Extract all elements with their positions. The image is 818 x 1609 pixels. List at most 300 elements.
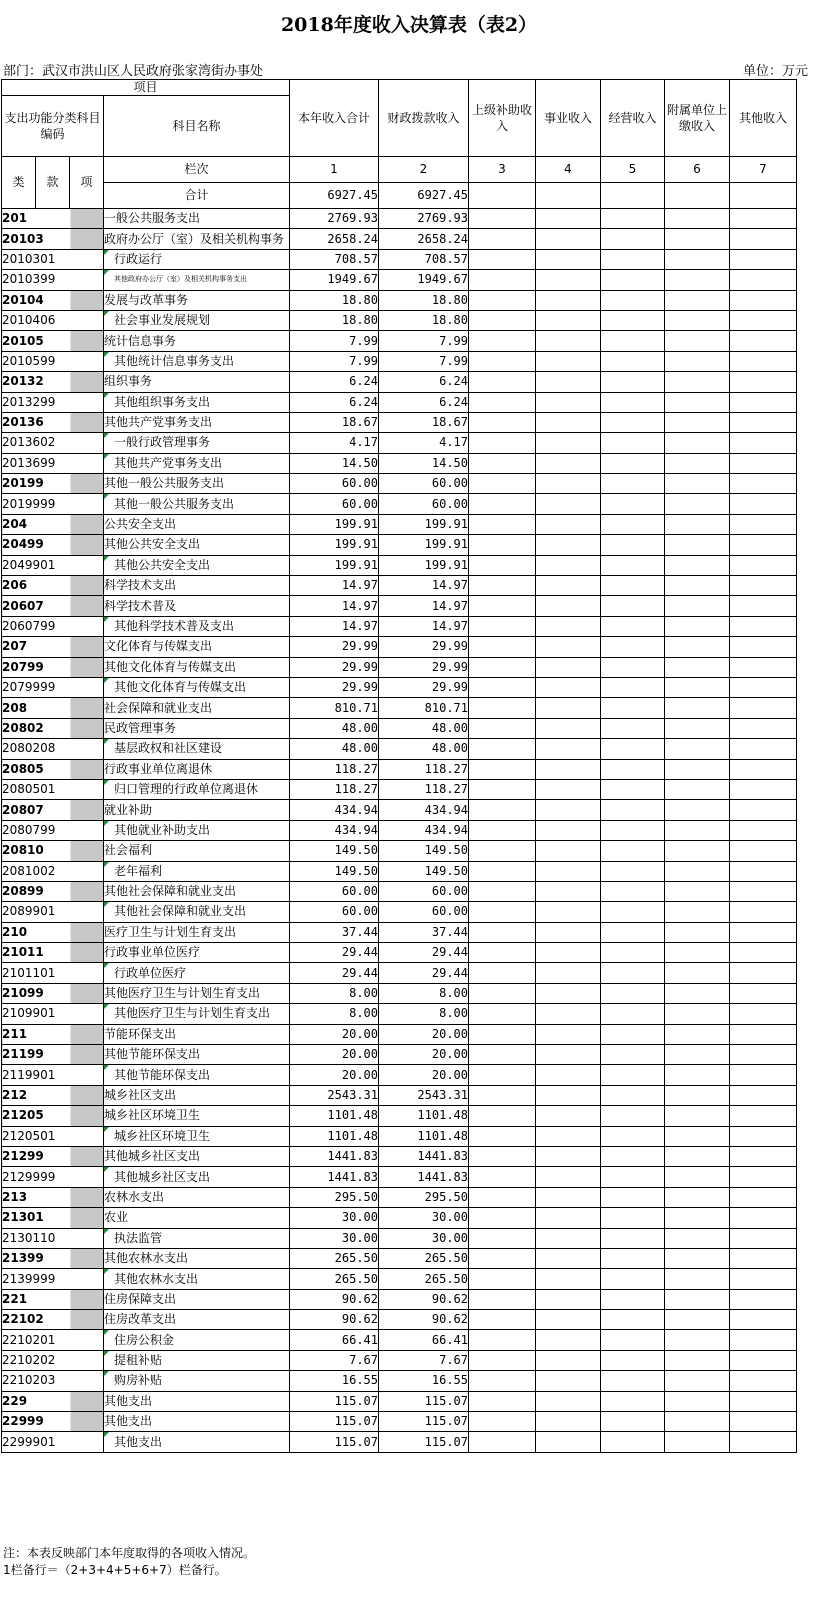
row-total-income: 8.00 [290, 983, 379, 1003]
row-code: 21011 [2, 943, 104, 963]
note-line: 注：本表反映部门本年度取得的各项收入情况。 [3, 1546, 256, 1560]
row-code: 20805 [2, 759, 104, 779]
empty-cell [469, 1330, 536, 1350]
row-code: 20103 [2, 229, 104, 249]
empty-cell [665, 351, 730, 371]
empty-cell [536, 902, 601, 922]
header-col-number: 6 [665, 157, 730, 183]
empty-cell [536, 351, 601, 371]
empty-cell [469, 677, 536, 697]
row-fiscal-income: 20.00 [379, 1045, 469, 1065]
row-total-income: 115.07 [290, 1391, 379, 1411]
row-subject-name: 其他公共安全支出 [104, 535, 290, 555]
row-fiscal-income: 434.94 [379, 800, 469, 820]
row-total-income: 2769.93 [290, 209, 379, 229]
row-code: 20132 [2, 372, 104, 392]
empty-cell [665, 1208, 730, 1228]
table-row [2, 922, 797, 942]
row-code: 2013299 [2, 392, 104, 412]
empty-cell [730, 453, 797, 473]
row-fiscal-income: 149.50 [379, 861, 469, 881]
empty-cell [601, 1126, 665, 1146]
empty-cell [730, 290, 797, 310]
row-subject-name: 城乡社区环境卫生 [104, 1106, 290, 1126]
empty-cell [469, 331, 536, 351]
row-fiscal-income: 20.00 [379, 1024, 469, 1044]
empty-cell [730, 514, 797, 534]
empty-cell [536, 596, 601, 616]
empty-cell [665, 1004, 730, 1024]
empty-cell [536, 718, 601, 738]
row-total-income: 60.00 [290, 474, 379, 494]
table-row [2, 677, 797, 697]
empty-cell [730, 759, 797, 779]
row-total-income: 18.80 [290, 310, 379, 330]
row-fiscal-income: 149.50 [379, 841, 469, 861]
row-fiscal-income: 265.50 [379, 1269, 469, 1289]
row-fiscal-income: 6.24 [379, 392, 469, 412]
income-table [1, 79, 797, 1453]
empty-cell [536, 514, 601, 534]
row-subject-name: 城乡社区支出 [104, 1085, 290, 1105]
row-fiscal-income: 265.50 [379, 1248, 469, 1268]
row-fiscal-income: 1441.83 [379, 1167, 469, 1187]
empty-cell [601, 1310, 665, 1330]
empty-cell [601, 800, 665, 820]
row-code: 21299 [2, 1146, 104, 1166]
empty-cell [536, 922, 601, 942]
row-fiscal-income: 48.00 [379, 718, 469, 738]
row-fiscal-income: 14.50 [379, 453, 469, 473]
row-total-income: 37.44 [290, 922, 379, 942]
empty-cell [469, 1432, 536, 1452]
row-subject-name: 政府办公厅（室）及相关机构事务 [104, 229, 290, 249]
empty-cell [601, 1432, 665, 1452]
row-subject-name: 农业 [104, 1208, 290, 1228]
empty-cell [665, 331, 730, 351]
row-subject-name: 其他支出 [104, 1391, 290, 1411]
empty-cell [601, 494, 665, 514]
empty-cell [601, 963, 665, 983]
row-fiscal-income: 2769.93 [379, 209, 469, 229]
empty-cell [601, 718, 665, 738]
row-total-income: 199.91 [290, 535, 379, 555]
row-total-income: 18.80 [290, 290, 379, 310]
empty-cell [665, 249, 730, 269]
row-fiscal-income: 48.00 [379, 739, 469, 759]
row-fiscal-income: 90.62 [379, 1310, 469, 1330]
row-total-income: 1101.48 [290, 1126, 379, 1146]
empty-cell [536, 270, 601, 290]
header-col-number: 7 [730, 157, 797, 183]
empty-cell [665, 657, 730, 677]
row-total-income: 4.17 [290, 433, 379, 453]
table-row [2, 657, 797, 677]
table-row [2, 963, 797, 983]
empty-cell [601, 1106, 665, 1126]
empty-cell [536, 249, 601, 269]
empty-cell [536, 1004, 601, 1024]
row-subject-name: 住房公积金 [104, 1330, 290, 1350]
empty-cell [469, 800, 536, 820]
row-fiscal-income: 60.00 [379, 902, 469, 922]
empty-cell [665, 1289, 730, 1309]
empty-cell [469, 270, 536, 290]
row-subject-name: 其他文化体育与传媒支出 [104, 677, 290, 697]
empty-cell [536, 555, 601, 575]
empty-cell [469, 637, 536, 657]
empty-cell [730, 861, 797, 881]
table-row [2, 698, 797, 718]
empty-cell [601, 739, 665, 759]
table-row [2, 555, 797, 575]
table-row [2, 535, 797, 555]
row-fiscal-income: 60.00 [379, 881, 469, 901]
total-value: 6927.45 [290, 183, 379, 209]
row-fiscal-income: 37.44 [379, 922, 469, 942]
header-col-number: 2 [379, 157, 469, 183]
empty-cell [601, 1187, 665, 1207]
empty-cell [601, 310, 665, 330]
empty-cell [601, 1228, 665, 1248]
empty-cell [601, 1330, 665, 1350]
empty-cell [665, 637, 730, 657]
empty-cell [601, 290, 665, 310]
empty-cell [536, 1350, 601, 1370]
row-code: 2013699 [2, 453, 104, 473]
row-total-income: 7.67 [290, 1350, 379, 1370]
note-line: 1栏备行＝（2+3+4+5+6+7）栏备行。 [3, 1563, 227, 1577]
empty-cell [469, 963, 536, 983]
empty-cell [601, 331, 665, 351]
row-fiscal-income: 708.57 [379, 249, 469, 269]
row-fiscal-income: 810.71 [379, 698, 469, 718]
empty-cell [665, 1391, 730, 1411]
table-row [2, 1371, 797, 1391]
row-total-income: 295.50 [290, 1187, 379, 1207]
row-subject-name: 其他科学技术普及支出 [104, 616, 290, 636]
empty-cell [730, 249, 797, 269]
empty-cell [665, 943, 730, 963]
empty-cell [730, 1228, 797, 1248]
empty-cell [601, 453, 665, 473]
empty-cell [469, 453, 536, 473]
empty-cell [536, 616, 601, 636]
empty-cell [469, 1310, 536, 1330]
row-total-income: 115.07 [290, 1432, 379, 1452]
empty-cell [536, 963, 601, 983]
empty-cell [601, 209, 665, 229]
row-code: 20810 [2, 841, 104, 861]
empty-cell [469, 820, 536, 840]
empty-cell [469, 1371, 536, 1391]
empty-cell [665, 183, 730, 209]
empty-cell [665, 1024, 730, 1044]
empty-cell [469, 1024, 536, 1044]
table-row [2, 739, 797, 759]
empty-cell [536, 392, 601, 412]
empty-cell [730, 209, 797, 229]
empty-cell [469, 229, 536, 249]
empty-cell [469, 535, 536, 555]
table-row [2, 983, 797, 1003]
row-subject-name: 其他城乡社区支出 [104, 1167, 290, 1187]
empty-cell [730, 1126, 797, 1146]
row-subject-name: 社会事业发展规划 [104, 310, 290, 330]
table-row [2, 1208, 797, 1228]
empty-cell [730, 555, 797, 575]
empty-cell [536, 861, 601, 881]
empty-cell [536, 1432, 601, 1452]
table-row [2, 1412, 797, 1432]
row-subject-name: 医疗卫生与计划生育支出 [104, 922, 290, 942]
empty-cell [601, 183, 665, 209]
empty-cell [601, 1004, 665, 1024]
empty-cell [601, 779, 665, 799]
empty-cell [536, 637, 601, 657]
row-fiscal-income: 7.99 [379, 351, 469, 371]
row-total-income: 1441.83 [290, 1146, 379, 1166]
empty-cell [665, 881, 730, 901]
row-code: 20899 [2, 881, 104, 901]
row-total-income: 66.41 [290, 1330, 379, 1350]
empty-cell [536, 1289, 601, 1309]
table-row [2, 372, 797, 392]
empty-cell [601, 270, 665, 290]
row-code: 2210201 [2, 1330, 104, 1350]
row-subject-name: 其他医疗卫生与计划生育支出 [104, 1004, 290, 1024]
header-col-number: 1 [290, 157, 379, 183]
row-fiscal-income: 1101.48 [379, 1106, 469, 1126]
empty-cell [536, 372, 601, 392]
empty-cell [730, 1208, 797, 1228]
header-col-superior: 上级补助收入 [469, 80, 536, 157]
empty-cell [730, 922, 797, 942]
row-subject-name: 其他组织事务支出 [104, 392, 290, 412]
row-subject-name: 其他共产党事务支出 [104, 412, 290, 432]
empty-cell [601, 943, 665, 963]
empty-cell [665, 983, 730, 1003]
row-subject-name: 一般公共服务支出 [104, 209, 290, 229]
empty-cell [536, 310, 601, 330]
header-col-number: 3 [469, 157, 536, 183]
row-fiscal-income: 199.91 [379, 555, 469, 575]
row-subject-name: 住房保障支出 [104, 1289, 290, 1309]
empty-cell [469, 514, 536, 534]
empty-cell [469, 576, 536, 596]
row-subject-name: 其他节能环保支出 [104, 1045, 290, 1065]
row-total-income: 265.50 [290, 1269, 379, 1289]
empty-cell [601, 596, 665, 616]
row-code: 2129999 [2, 1167, 104, 1187]
empty-cell [601, 1045, 665, 1065]
row-code: 20799 [2, 657, 104, 677]
empty-cell [536, 1391, 601, 1411]
empty-cell [469, 351, 536, 371]
empty-cell [469, 1167, 536, 1187]
empty-cell [730, 983, 797, 1003]
empty-cell [469, 1187, 536, 1207]
row-code: 2010406 [2, 310, 104, 330]
row-total-income: 7.99 [290, 351, 379, 371]
row-total-income: 18.67 [290, 412, 379, 432]
empty-cell [469, 1004, 536, 1024]
row-subject-name: 其他就业补助支出 [104, 820, 290, 840]
empty-cell [536, 1310, 601, 1330]
row-fiscal-income: 118.27 [379, 779, 469, 799]
table-row [2, 514, 797, 534]
empty-cell [536, 576, 601, 596]
empty-cell [536, 1228, 601, 1248]
row-total-income: 115.07 [290, 1412, 379, 1432]
row-total-income: 20.00 [290, 1045, 379, 1065]
empty-cell [469, 922, 536, 942]
row-fiscal-income: 115.07 [379, 1412, 469, 1432]
table-row [2, 1024, 797, 1044]
row-code: 210 [2, 922, 104, 942]
table-row [2, 596, 797, 616]
table-row [2, 249, 797, 269]
empty-cell [730, 1146, 797, 1166]
empty-cell [469, 555, 536, 575]
empty-cell [469, 983, 536, 1003]
row-total-income: 90.62 [290, 1310, 379, 1330]
empty-cell [665, 1248, 730, 1268]
row-subject-name: 执法监管 [104, 1228, 290, 1248]
empty-cell [730, 1330, 797, 1350]
row-fiscal-income: 2658.24 [379, 229, 469, 249]
row-fiscal-income: 7.99 [379, 331, 469, 351]
empty-cell [730, 1412, 797, 1432]
empty-cell [730, 535, 797, 555]
empty-cell [536, 474, 601, 494]
empty-cell [730, 1106, 797, 1126]
empty-cell [665, 514, 730, 534]
row-subject-name: 其他文化体育与传媒支出 [104, 657, 290, 677]
row-code: 2079999 [2, 677, 104, 697]
row-total-income: 14.97 [290, 616, 379, 636]
empty-cell [665, 555, 730, 575]
empty-cell [665, 412, 730, 432]
row-subject-name: 行政事业单位离退休 [104, 759, 290, 779]
table-row [2, 412, 797, 432]
empty-cell [665, 576, 730, 596]
table-row [2, 1289, 797, 1309]
empty-cell [469, 1085, 536, 1105]
empty-cell [665, 392, 730, 412]
row-subject-name: 行政单位医疗 [104, 963, 290, 983]
table-row [2, 1004, 797, 1024]
empty-cell [536, 1330, 601, 1350]
empty-cell [469, 1391, 536, 1411]
empty-cell [665, 229, 730, 249]
row-code: 20105 [2, 331, 104, 351]
row-fiscal-income: 14.97 [379, 576, 469, 596]
table-row [2, 1248, 797, 1268]
empty-cell [730, 596, 797, 616]
row-code: 213 [2, 1187, 104, 1207]
empty-cell [469, 1248, 536, 1268]
table-row [2, 474, 797, 494]
row-total-income: 810.71 [290, 698, 379, 718]
empty-cell [536, 1085, 601, 1105]
row-code: 2080208 [2, 739, 104, 759]
row-subject-name: 行政事业单位医疗 [104, 943, 290, 963]
table-row [2, 861, 797, 881]
empty-cell [665, 1350, 730, 1370]
row-fiscal-income: 115.07 [379, 1432, 469, 1452]
empty-cell [665, 902, 730, 922]
total-value: 6927.45 [379, 183, 469, 209]
empty-cell [730, 494, 797, 514]
empty-cell [665, 698, 730, 718]
row-code: 208 [2, 698, 104, 718]
empty-cell [469, 902, 536, 922]
empty-cell [536, 1024, 601, 1044]
empty-cell [469, 392, 536, 412]
empty-cell [536, 739, 601, 759]
empty-cell [665, 616, 730, 636]
empty-cell [665, 861, 730, 881]
row-total-income: 118.27 [290, 759, 379, 779]
row-subject-name: 发展与改革事务 [104, 290, 290, 310]
table-row [2, 902, 797, 922]
row-subject-name: 统计信息事务 [104, 331, 290, 351]
empty-cell [469, 596, 536, 616]
row-total-income: 14.97 [290, 576, 379, 596]
empty-cell [665, 1228, 730, 1248]
row-code: 2049901 [2, 555, 104, 575]
empty-cell [665, 718, 730, 738]
table-row [2, 1167, 797, 1187]
row-total-income: 60.00 [290, 494, 379, 514]
empty-cell [601, 1085, 665, 1105]
empty-cell [536, 535, 601, 555]
empty-cell [665, 1371, 730, 1391]
table-row [2, 1085, 797, 1105]
empty-cell [601, 902, 665, 922]
row-code: 20802 [2, 718, 104, 738]
table-row [2, 1391, 797, 1411]
empty-cell [601, 351, 665, 371]
empty-cell [601, 229, 665, 249]
row-code: 2080799 [2, 820, 104, 840]
empty-cell [469, 1228, 536, 1248]
row-total-income: 265.50 [290, 1248, 379, 1268]
row-subject-name: 节能环保支出 [104, 1024, 290, 1044]
empty-cell [730, 800, 797, 820]
table-row [2, 1065, 797, 1085]
empty-cell [665, 433, 730, 453]
row-code: 2010301 [2, 249, 104, 269]
header-col-operation: 经营收入 [601, 80, 665, 157]
table-row [2, 310, 797, 330]
row-fiscal-income: 18.80 [379, 290, 469, 310]
row-fiscal-income: 2543.31 [379, 1085, 469, 1105]
row-subject-name: 其他城乡社区支出 [104, 1146, 290, 1166]
row-fiscal-income: 1101.48 [379, 1126, 469, 1146]
row-subject-name: 其他统计信息事务支出 [104, 351, 290, 371]
row-total-income: 1949.67 [290, 270, 379, 290]
row-code: 21199 [2, 1045, 104, 1065]
empty-cell [665, 1269, 730, 1289]
table-row [2, 841, 797, 861]
empty-cell [469, 1146, 536, 1166]
empty-cell [730, 1432, 797, 1452]
row-fiscal-income: 60.00 [379, 494, 469, 514]
row-fiscal-income: 115.07 [379, 1391, 469, 1411]
row-subject-name: 组织事务 [104, 372, 290, 392]
